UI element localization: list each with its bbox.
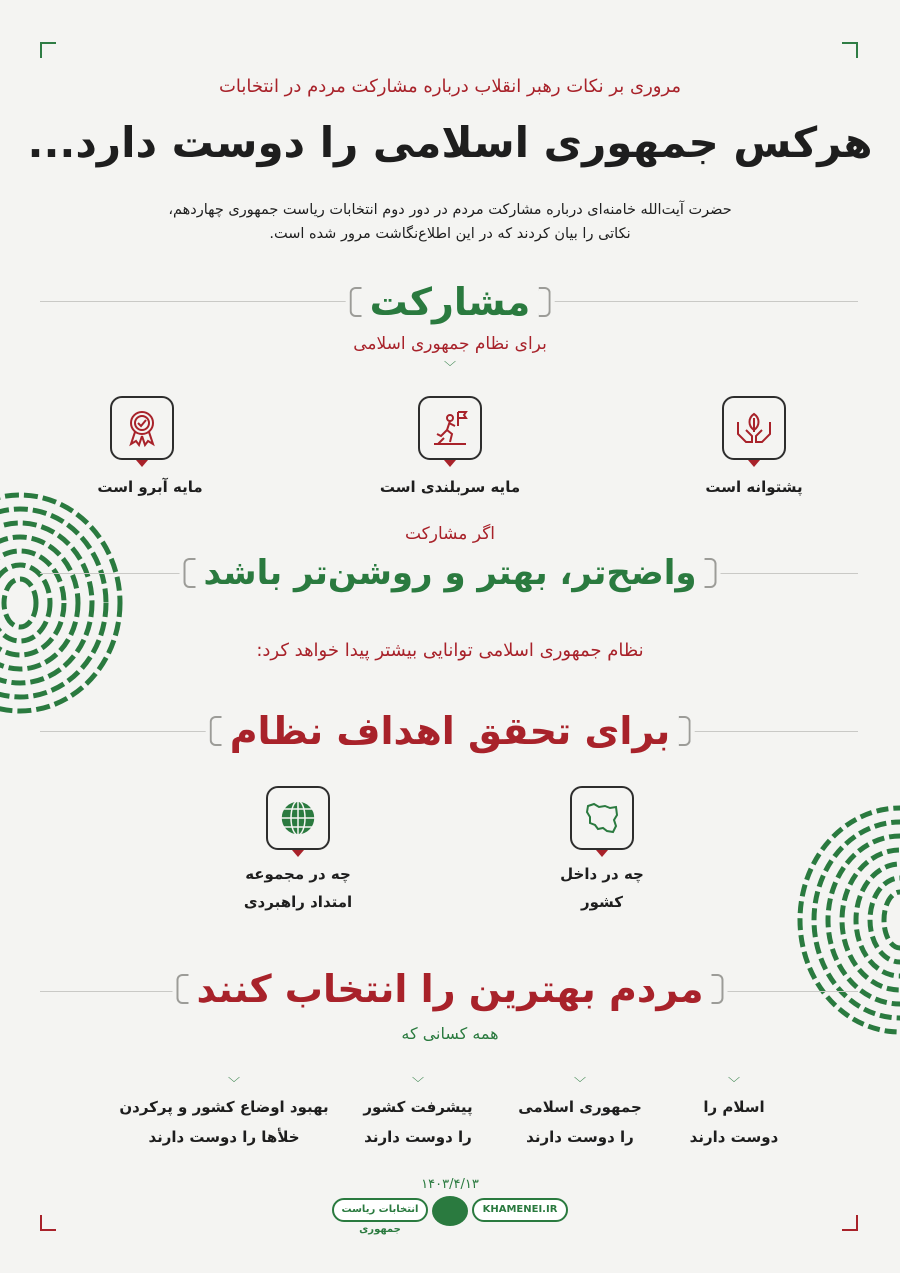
climber-flag-icon: [430, 408, 470, 448]
col-line: را دوست دارند: [526, 1128, 634, 1146]
notch: [444, 460, 456, 467]
intro-line: حضرت آیت‌الله خامنه‌ای درباره مشارکت مردم در دور دوم انتخابات ریاست جمهوری چهاردهم،: [168, 202, 732, 218]
section-pretext: اگر مشارکت: [404, 524, 496, 544]
chevron-down-icon: ﹀: [727, 1076, 740, 1090]
emblem-icon: [432, 1196, 468, 1226]
badge-check-icon: [122, 408, 162, 448]
climber-card: [418, 396, 482, 460]
notch: [748, 460, 760, 467]
col-line: پیشرفت کشور: [363, 1098, 473, 1116]
notch: [596, 850, 608, 857]
section-heading-participation: مشارکت: [346, 279, 555, 325]
col-line: کشور: [580, 893, 624, 911]
globe-icon: [278, 798, 318, 838]
hands-card: [722, 396, 786, 460]
caption-support: پشتوانه است: [705, 478, 803, 496]
map-card: [570, 786, 634, 850]
section-subheading: برای نظام جمهوری اسلامی: [353, 334, 547, 354]
page-title: هرکس جمهوری اسلامی را دوست دارد...: [27, 118, 873, 167]
section-heading-goals: برای تحقق اهداف نظام: [206, 706, 695, 756]
caption-honor: مایه آبرو است: [97, 478, 203, 496]
notch: [292, 850, 304, 857]
khamenei-logo: KHAMENEI.IR: [472, 1198, 568, 1222]
col-line: دوست دارند: [689, 1128, 779, 1146]
corner-mark: [40, 42, 56, 58]
col-line: خلأها را دوست دارند: [148, 1128, 300, 1146]
section-heading-clearer: واضح‌تر، بهتر و روشن‌تر باشد: [180, 550, 721, 596]
col-islam: [624, 1092, 844, 1152]
section-heading-best: مردم بهترین را انتخاب کنند: [172, 964, 727, 1014]
col-line: بهبود اوضاع کشور و پرکردن: [119, 1098, 329, 1116]
chevron-down-icon: ﹀: [573, 1076, 586, 1090]
section-subheading: همه کسانی که: [401, 1024, 499, 1043]
chevron-down-icon: ﹀: [443, 360, 456, 374]
col-line: را دوست دارند: [364, 1128, 472, 1146]
caption-pride: مایه سربلندی است: [379, 478, 521, 496]
corner-mark: [842, 42, 858, 58]
chevron-down-icon: ﹀: [227, 1076, 240, 1090]
fingerprint-right-icon: [790, 800, 900, 1040]
col-line: چه در داخل: [560, 865, 644, 883]
footer-logos: [0, 1198, 900, 1235]
notch: [136, 460, 148, 467]
globe-card: [266, 786, 330, 850]
date: ۱۴۰۳/۴/۱۳: [421, 1177, 479, 1192]
col-line: امتداد راهبردی: [243, 893, 353, 911]
col-line: چه در مجموعه: [245, 865, 351, 883]
fingerprint-left-icon: [0, 488, 130, 718]
iran-map-icon: [582, 798, 622, 838]
col-line: جمهوری اسلامی: [518, 1098, 642, 1116]
intro-text: [0, 198, 900, 246]
col-strategic: [188, 860, 408, 916]
section-posttext: نظام جمهوری اسلامی توانایی بیشتر پیدا خواهد کرد:: [256, 640, 644, 661]
election-logo: انتخابات ریاست جمهوری: [332, 1198, 428, 1222]
badge-card: [110, 396, 174, 460]
hands-leaf-icon: [734, 408, 774, 448]
col-line: اسلام را: [703, 1098, 765, 1116]
intro-line: نکاتی را بیان کردند که در این اطلاع‌نگاشت مرور شده است.: [269, 226, 631, 242]
col-domestic: [492, 860, 712, 916]
subtitle: مروری بر نکات رهبر انقلاب درباره مشارکت مردم در انتخابات: [218, 76, 682, 97]
chevron-down-icon: ﹀: [411, 1076, 424, 1090]
